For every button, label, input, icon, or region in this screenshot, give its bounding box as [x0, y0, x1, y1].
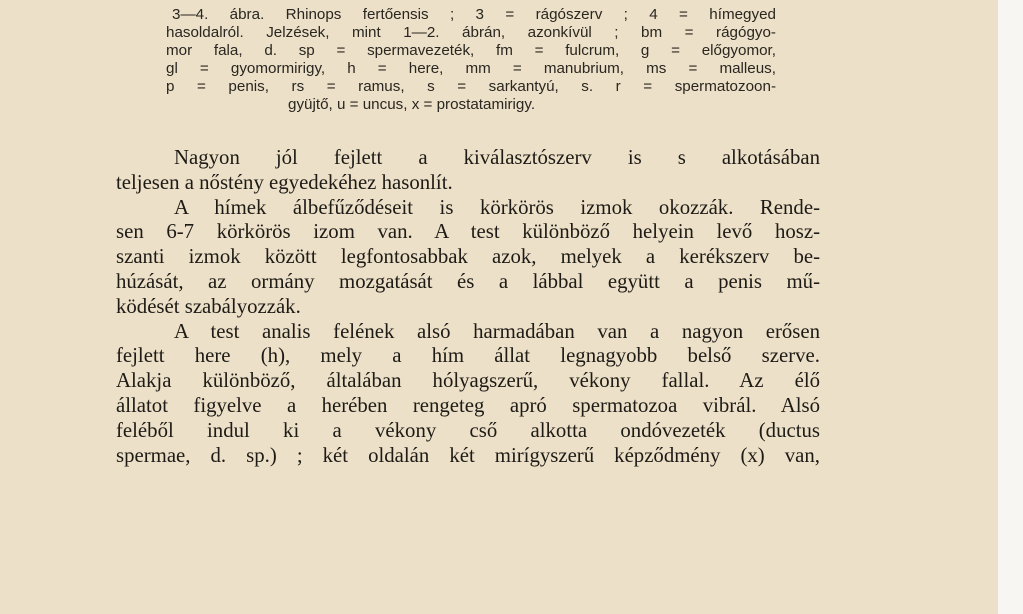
caption-line: gl = gyomormirigy, h = here, mm = manubrium, ms = malleus, — [166, 60, 776, 78]
caption-line: p = penis, rs = ramus, s = sarkantyú, s. r = spermatozoon- — [166, 78, 776, 96]
paragraph-line: Alakja különböző, általában hólyagszerű, vékony fallal. Az élő — [116, 369, 820, 393]
paragraph-line: feléből indul ki a vékony cső alkotta ondóvezeték (ductus — [116, 418, 820, 442]
caption-line: hasoldalról. Jelzések, mint 1—2. ábrán, azonkívül ; bm = rágógyo- — [166, 24, 776, 42]
paragraph-line: teljesen a nőstény egyedekéhez hasonlít. — [116, 170, 453, 194]
paragraph-line: spermae, d. sp.) ; két oldalán két mirígyszerű képződmény (x) van, — [116, 443, 820, 467]
paragraph-line: szanti izmok között legfontosabbak azok, melyek a kerékszerv be- — [116, 245, 820, 269]
caption-line: gyüjtő, u = uncus, x = prostatamirigy. — [288, 96, 536, 114]
scan-margin — [998, 0, 1023, 614]
caption-line: 3—4. ábra. Rhinops fertőensis ; 3 = rágószerv ; 4 = hímegyed — [172, 6, 776, 23]
paragraph-line: ködését szabályozzák. — [116, 294, 301, 318]
paragraph-line: húzását, az ormány mozgatását és a lábbal együtt a penis mű- — [116, 269, 820, 293]
caption-line: mor fala, d. sp = spermavezeték, fm = fulcrum, g = előgyomor, — [166, 42, 776, 60]
paragraph-line: A test analis felének alsó harmadában van a nagyon erősen — [174, 319, 820, 343]
paragraph-line: állatot figyelve a herében rengeteg apró spermatozoa vibrál. Alsó — [116, 393, 820, 417]
figure-caption — [166, 6, 776, 115]
paragraph-line: Nagyon jól fejlett a kiválasztószerv is s alkotásában — [174, 146, 820, 169]
body-text — [116, 146, 820, 468]
paragraph-line: fejlett here (h), mely a hím állat legnagyobb belső szerve. — [116, 344, 820, 368]
paragraph-line: A hímek álbefűződéseit is körkörös izmok okozzák. Rende- — [174, 195, 820, 219]
paragraph-line: sen 6-7 körkörös izom van. A test különböző helyein levő hosz- — [116, 220, 820, 244]
